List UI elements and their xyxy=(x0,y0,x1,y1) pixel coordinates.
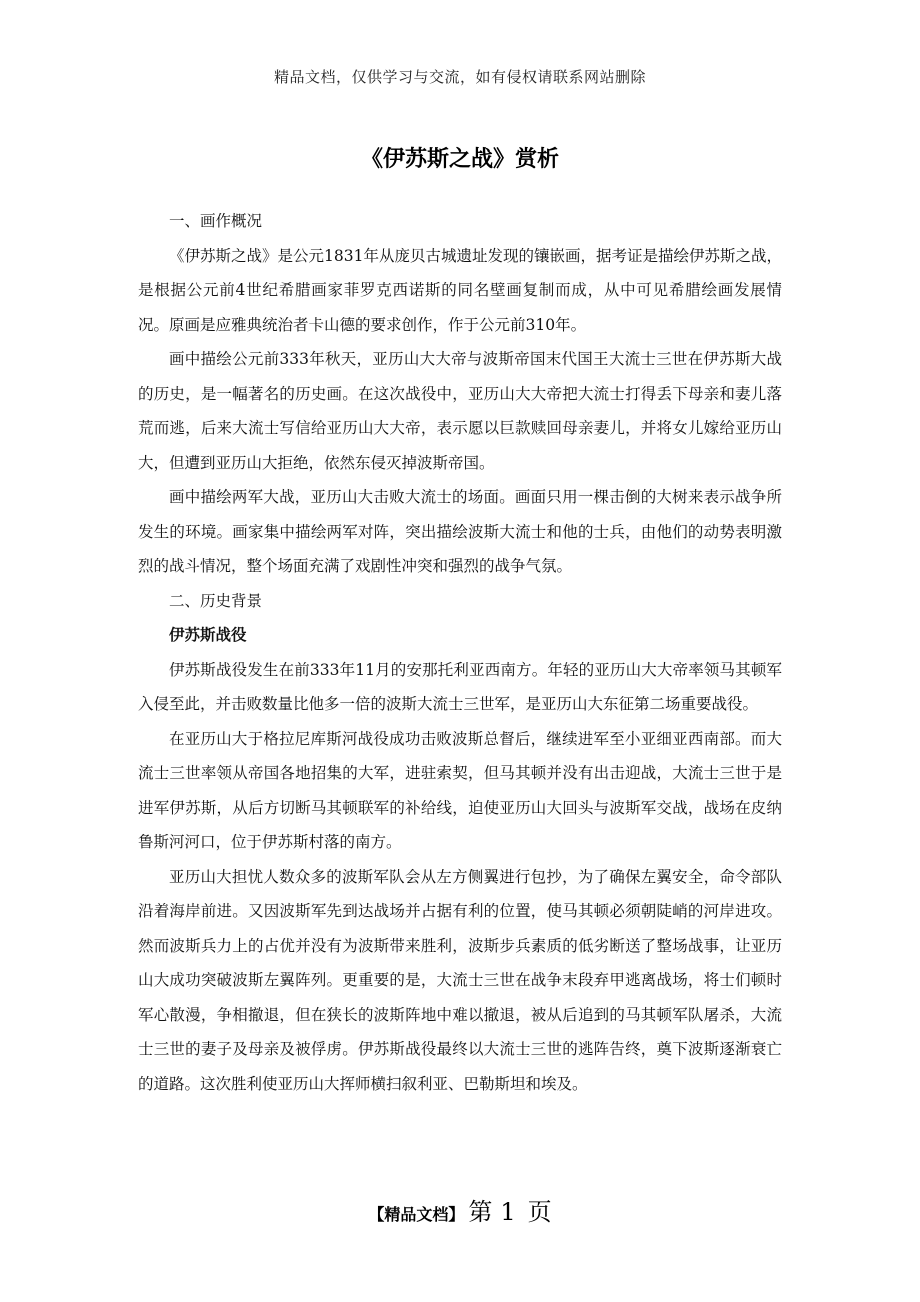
paragraph: 在亚历山大于格拉尼库斯河战役成功击败波斯总督后，继续进军至小亚细亚西南部。而大流士三世率领从帝国各地招集的大军，进驻索契，但马其顿并没有出击迎战，大流士三世于是进军伊苏斯，从后方切断马其顿联军的补给线，迫使亚历山大回头与波斯军交战，战场在皮纳鲁斯河河口，位于伊苏斯村落的南方。 xyxy=(138,729,782,851)
section-heading-overview: 一、画作概况 xyxy=(169,212,263,230)
paragraph: 亚历山大担忧人数众多的波斯军队会从左方侧翼进行包抄，为了确保左翼安全，命令部队沿着海岸前进。又因波斯军先到达战场并占据有利的位置，使马其顿必须朝陡峭的河岸进攻。然而波斯兵力上的占优并没有为波斯带来胜利，波斯步兵素质的低劣断送了整场战事，让亚历山大成功突破波斯左翼阵列。更重要的是，大流士三世在战争末段弃甲逃离战场，将士们顿时军心散漫，争相撤退，但在狭长的波斯阵地中难以撤退，被从后追到的马其顿军队屠杀，大流士三世的妻子及母亲及被俘虏。伊苏斯战役最终以大流士三世的逃阵告终，奠下波斯逐渐衰亡的道路。这次胜利使亚历山大挥师横扫叙利亚、巴勒斯坦和埃及。 xyxy=(138,867,782,1093)
paragraph: 画中描绘两军大战，亚历山大击败大流士的场面。画面只用一棵击倒的大树来表示战争所发生的环境。画家集中描绘两军对阵，突出描绘波斯大流士和他的士兵，由他们的动势表明激烈的战斗情况，整个场面充满了戏剧性冲突和强烈的战争气氛。 xyxy=(138,488,782,575)
footer-brand: 【精品文档】 xyxy=(368,1205,465,1224)
header-note: 精品文档，仅供学习与交流，如有侵权请联系网站删除 xyxy=(273,68,646,86)
page-footer xyxy=(0,1192,920,1227)
section-heading-background: 二、历史背景 xyxy=(169,591,263,610)
page-title: 《伊苏斯之战》赏析 xyxy=(360,146,559,172)
footer-page-suffix: 页 xyxy=(527,1198,552,1226)
paragraph: 画中描绘公元前333年秋天，亚历山大大帝与波斯帝国末代国王大流士三世在伊苏斯大战的历史，是一幅著名的历史画。在这次战役中，亚历山大大帝把大流士打得丢下母亲和妻儿落荒而逃，后来大流士写信给亚历山大大帝，表示愿以巨款赎回母亲妻儿，并将女儿嫁给亚历山大，但遭到亚历山大拒绝，依然东侵灭掉波斯帝国。 xyxy=(138,350,782,472)
document-body xyxy=(138,204,782,1101)
subheading-battle: 伊苏斯战役 xyxy=(169,625,247,644)
footer-page-prefix: 第 xyxy=(468,1198,493,1226)
paragraph: 《伊苏斯之战》是公元1831年从庞贝古城遗址发现的镶嵌画，据考证是描绘伊苏斯之战，是根据公元前4世纪希腊画家菲罗克西诺斯的同名壁画复制而成，从中可见希腊绘画发展情况。原画是应雅典统治者卡山德的要求创作，作于公元前310年。 xyxy=(138,246,782,334)
footer-page-number: 1 xyxy=(500,1198,516,1226)
paragraph: 伊苏斯战役发生在前333年11月的安那托利亚西南方。年轻的亚历山大大帝率领马其顿军入侵至此，并击败数量比他多一倍的波斯大流士三世军，是亚历山大东征第二场重要战役。 xyxy=(138,660,782,713)
